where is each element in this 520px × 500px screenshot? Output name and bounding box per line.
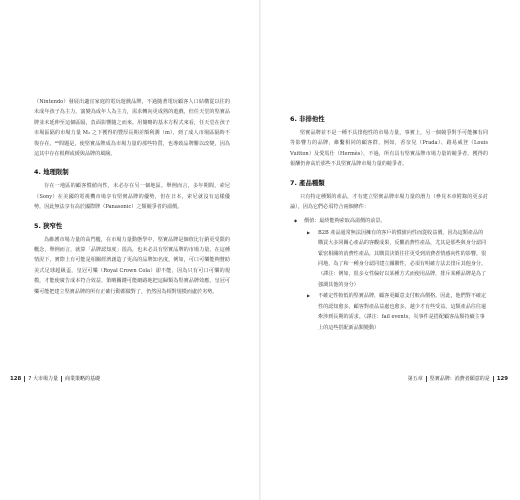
section-body-geographic-limits: 存在一地區的顧客慣値向性，未必存在另一個地區。舉例而言，多年期間，索尼（Sony）在美國的電視機市場享有堅實品牌的優勢，但在日本，索尼就沒有這樣優勢，因此無法享有高於國際牌（Panasonic）之類競爭者的溢價。 [34, 183, 230, 211]
left-text-column [34, 97, 230, 297]
right-page-footer [408, 375, 508, 382]
left-page-footer [10, 375, 100, 382]
section-heading-product-type: 7. 產品種類 [290, 178, 325, 187]
section-heading-non-exclusivity: 6. 非排他性 [290, 115, 325, 123]
section-body-non-exclusivity: 堅實品牌並不是一種不具排他性的市場力量，事實上，另一個競爭對手可能擁有同等影響力的品牌，維繫相同的顧客群，例如，香奈兒（Prada）、路易威登（Louis Vuitton）及愛馬仕（Hermès），不過，所有具有堅實品牌市場力量的競爭者，獲得的報酬仍會高於那些不具堅實品牌市場力量的競爭者。 [290, 130, 488, 168]
sub-bullet-b2b: ▶ B2B 產品通常無法因擁有的客戶的慣値向性而從收益價，因為這類產品的購買大多同關心產品的客觀成果，反觀消費性產品，尤其是那些與身分認同緊密相關的消費性產品，其購買決策往往更受到消費者情感向性的影響。很同地，為了和一種身分認同建立關聯性，必須有明確方法去排斥其他身分。（譯注：例如，很多女性偏好以某種方式而使用品牌，排斥某種品牌是為了強調其他的身分） [304, 228, 488, 290]
value-bullet [290, 216, 488, 332]
footer-divider [493, 376, 494, 382]
right-text-column [290, 114, 488, 333]
value-bullet-label: 價值：最終能夠索取高溢價的前景。 [304, 218, 386, 225]
right-page [260, 0, 520, 500]
footer-divider [426, 376, 427, 382]
book-subtitle: 商業策略的基礎 [65, 376, 101, 382]
section-body-narrowness: 為維護市場力量的高門檻，在市場力量動態學中，堅實品牌是個值比行銷更受限的概念，舉例而言，就算「品牌認知度」很高，也未必具有堅實品牌的市場力量，在這種情況下，實際上有可能是相關經濟創造了更高的品牌知名度，例如，可口可樂能夠贊助美式足球超級盃，皇冠可樂（Royal Crown Cola）卻不能，因為只有可口可樂的規模，才能使廣告成本符合效益，策略關鍵可能網路地把這歸類為堅實品牌效應，皇冠可樂可能把建立堅實品牌的所有正確行動都做對了，仍然因為相對規模而處於劣勢。 [34, 236, 230, 295]
left-page-number: 128 [10, 376, 22, 382]
section-heading-narrowness: 5. 狹窄性 [34, 221, 63, 230]
chapter-label: 第五章 [407, 376, 423, 382]
intro-paragraph: （Nintendo）發展出適宜家庭的電玩遊戲品牌，不過隨著電玩顧客人口結構從以往的未成年孩子為主力，演變為成年人為主力，需求轉向更成熟的遊戲，但任天堂的堅實品牌並未延伸至這個區隔，負面影響隨之而來。用簡略的基本方程式來看，任天堂在孩子市場區隔的市場力量 M₂ 之下獲得的豐厚長期差額利潤（m），到了成人市場區隔時不復存在。⁴³問題是，使堅實品牌成為市場力量的那些特質，也導致品牌難以改變，因為這其中存在根釋或緩與品牌的風險。 [34, 99, 230, 158]
value-sub-list [304, 228, 488, 333]
section-heading-geographic-limits: 4. 地理限制 [34, 168, 69, 177]
footer-divider [61, 376, 62, 382]
sub-bullet-uncertainty: ▶ 不確定性較低的堅實品牌，顧客更顧意支付較高價格。因此，他們對不確定性的認知愈多，顧客對產品益處也愈多，越少才有些受益。這類產品往往還牽涉到長期的需求。（譯注：fail events，災事件是搭配顧客品類持續主事上的這些搭配新品類變動） [304, 291, 488, 333]
chapter-title: 堅實品牌：消費者願意的是 [429, 376, 490, 382]
right-page-number: 129 [496, 376, 508, 382]
book-title: 7 大市場力量 [28, 376, 59, 382]
condition-list [290, 216, 488, 332]
footer-divider [24, 376, 25, 382]
section-body-product-type: 只有特定種類的產品，才有建立堅實品牌市場力量的潛力（參見本章附錄的更多討論），因為它們必須符合兩個條件： [290, 193, 488, 211]
